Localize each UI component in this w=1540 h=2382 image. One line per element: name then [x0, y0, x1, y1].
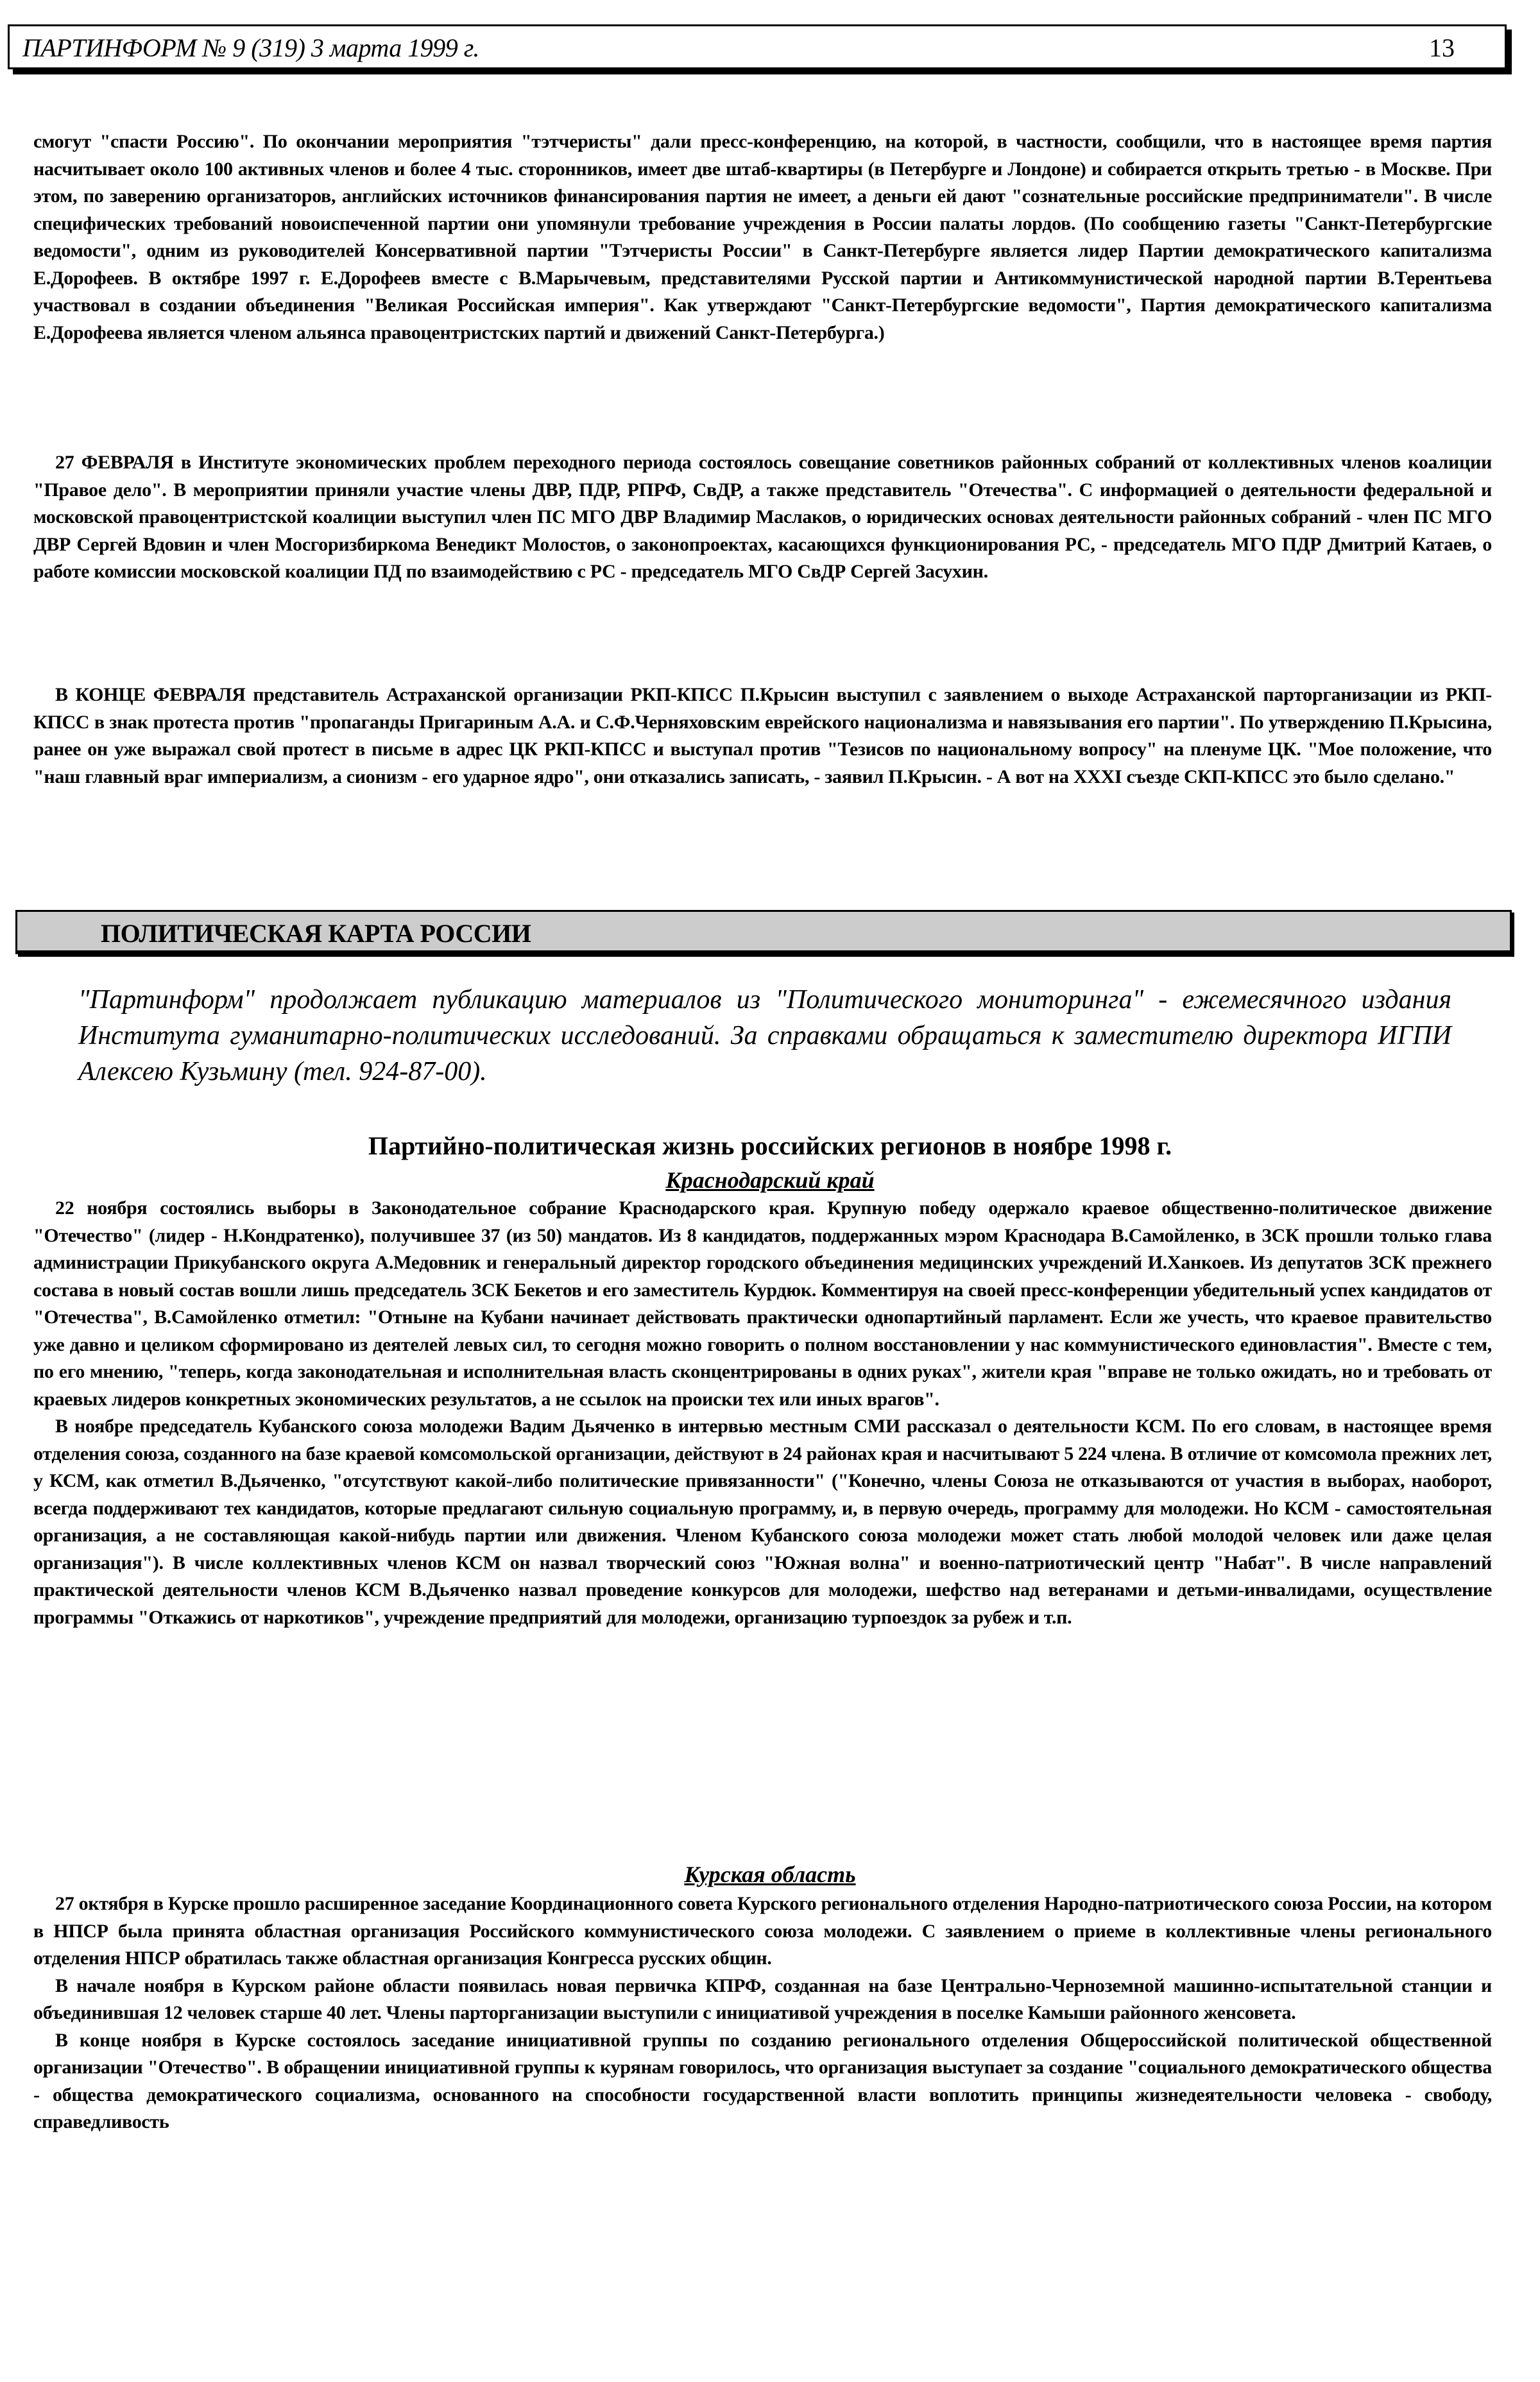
section-banner — [15, 910, 1512, 954]
paragraph: 27 ФЕВРАЛЯ в Институте экономических проблем переходного периода состоялось совещание советников районных собраний от коллективных членов коалиции "Правое дело". В мероприятии приняли участие члены ДВР, ПДР, РПРФ, СвДР, а также представитель "Отечества". С информацией о деятельности федеральной и московской правоцентристской коалиции выступил член ПС МГО ДВР Владимир Маслаков, о юридических основах деятельности районных собраний - член ПС МГО ДВР Сергей Вдовин и член Мосгоризбиркома Венедикт Молостов, о законопроектах, касающихся функционирования РС, - председатель МГО ПДР Дмитрий Катаев, о работе комиссии московской коалиции ПД по взаимодействию с РС - председатель МГО СвДР Сергей Засухин. — [33, 452, 1492, 582]
page-number: 13 — [1429, 33, 1455, 62]
paragraph: 27 октября в Курске прошло расширенное заседание Координационного совета Курского регионального отделения Народно-патриотического союза России, на котором в НПСР была принята областная организация Российского коммунистического союза молодежи. С заявлением о приеме в коллективные члены регионального отделения НПСР обратилась также областная организация Конгресса русских общин. — [33, 1893, 1492, 1969]
paragraph: 22 ноября состоялись выборы в Законодательное собрание Краснодарского края. Крупную победу одержало краевое общественно-политическое движение "Отечество" (лидер - Н.Кондратенко), получившее 37 (из 50) мандатов. Из 8 кандидатов, поддержанных мэром Краснодара В.Самойленко, в ЗСК прошли только глава администрации Прикубанского округа А.Медовник и генеральный директор городского объединения медицинских учреждений И.Ханкоев. Из депутатов ЗСК прежнего состава в новый состав вошли лишь председатель ЗСК Бекетов и его заместитель Курдюк. Комментируя на своей пресс-конференции убедительный успех кандидатов от "Отечества", В.Самойленко отметил: "Отныне на Кубани начинает действовать практически однопартийный парламент. Если же учесть, что краевое правительство уже давно и целиком сформировано из деятелей левых сил, то сегодня можно говорить о полном восстановлении у нас коммунистического единовластия". Вместе с тем, по его мнению, "теперь, когда законодательная и исполнительная власть сконцентрированы в одних руках", жители края "вправе не только ожидать, но и требовать от краевых лидеров конкретных экономических результатов, а не ссылок на происки тех или иных врагов". — [33, 1197, 1492, 1410]
section-title: ПОЛИТИЧЕСКАЯ КАРТА РОССИИ — [101, 919, 531, 948]
publication-title: ПАРТИНФОРМ № 9 (319) 3 марта 1999 г. — [22, 33, 479, 62]
top-paragraph-2 — [33, 449, 1492, 586]
article-title: Партийно-политическая жизнь российских регионов в ноябре 1998 г. — [368, 1131, 1172, 1160]
paragraph: В конце ноября в Курске состоялось заседание инициативной группы по созданию регионального отделения Общероссийской политической общественной организации "Отечество". В обращении инициативной группы к курянам говорилось, что организация выступает за создание "социального демократического общества - общества демократического социализма, основанного на способности государственной власти воплотить принципы жизнедеятельности человека - свободу, справедливость — [33, 2029, 1492, 2132]
intro-note: "Партинформ" продолжает публикацию материалов из "Политического мониторинга" - ежемесячного издания Института гуманитарно-политических исследований. За справками обращаться к заместителю директора ИГПИ Алексею Кузьмину (тел. 924-87-00). — [78, 985, 1451, 1086]
region-krasnodar — [33, 1195, 1492, 1631]
region-kursk — [33, 1890, 1492, 2136]
region-heading-krasnodar: Краснодарский край — [665, 1167, 875, 1193]
top-paragraph-3 — [33, 681, 1492, 791]
page-header — [8, 24, 1507, 69]
paragraph: смогут "спасти Россию". По окончании мероприятия "тэтчеристы" дали пресс-конференцию, на которой, в частности, сообщили, что в настоящее время партия насчитывает около 100 активных членов и более 4 тыс. сторонников, имеет две штаб-квартиры (в Петербурге и Лондоне) и собирается открыть третью - в Москве. При этом, по заверению организаторов, английских источников финансирования партия не имеет, а деньги ей дают "сознательные российские предприниматели". В числе специфических требований новоиспеченной партии они упомянули требование учреждения в России палаты лордов. (По сообщению газеты "Санкт-Петербургские ведомости", одним из руководителей Консервативной партии "Тэтчеристы России" в Санкт-Петербурге является лидер Партии демократического капитализма Е.Дорофеев. В октябре 1997 г. Е.Дорофеев вместе с В.Марычевым, представителями Русской партии и Антикоммунистической народной партии В.Терентьева участвовал в создании объединения "Великая Российская империя". Как утверждают "Санкт-Петербургские ведомости", Партия демократического капитализма Е.Дорофеева является членом альянса правоцентристских партий и движений Санкт-Петербурга.) — [33, 131, 1492, 343]
region-heading-kursk: Курская область — [684, 1862, 856, 1887]
paragraph: В начале ноября в Курском районе области появилась новая первичка КПРФ, созданная на базе Центрально-Черноземной машинно-испытательной станции и объединившая 12 человек старше 40 лет. Члены парторганизации выступили с инициативой учреждения в поселке Камыши районного женсовета. — [33, 1975, 1492, 2023]
paragraph: В КОНЦЕ ФЕВРАЛЯ представитель Астраханской организации РКП-КПСС П.Крысин выступил с заявлением о выходе Астраханской парторганизации из РКП-КПСС в знак протеста против "пропаганды Пригариным А.А. и С.Ф.Черняховским еврейского национализма и навязывания его партии". По утверждению П.Крысина, ранее он уже выражал свой протест в письме в адрес ЦК РКП-КПСС и выступал против "Тезисов по национальному вопросу" на пленуме ЦК. "Мое положение, что "наш главный враг империализм, а сионизм - его ударное ядро", они отказались записать, - заявил П.Крысин. - А вот на XXXI съезде СКП-КПСС это было сделано." — [33, 684, 1492, 787]
top-paragraph-1 — [33, 128, 1492, 347]
paragraph: В ноябре председатель Кубанского союза молодежи Вадим Дьяченко в интервью местным СМИ рассказал о деятельности КСМ. По его словам, в настоящее время отделения союза, созданного на базе краевой комсомольской организации, действуют в 24 районах края и насчитывают 5 224 члена. В отличие от комсомола прежних лет, у КСМ, как отметил В.Дьяченко, "отсутствуют какой-либо политические привязанности" ("Конечно, члены Союза не отказываются от участия в выборах, наоборот, всегда поддерживают тех кандидатов, которые предлагают сильную социальную программу, и, в первую очередь, программу для молодежи. Но КСМ - самостоятельная организация, а не составляющая какой-нибудь партии или движения. Членом Кубанского союза молодежи может стать любой молодой человек или даже целая организация"). В числе коллективных членов КСМ он назвал творческий союз "Южная волна" и военно-патриотический центр "Набат". В числе направлений практической деятельности членов КСМ В.Дьяченко назвал проведение конкурсов для молодежи, шефство над ветеранами и детьми-инвалидами, осуществление программы "Откажись от наркотиков", учреждение предприятий для молодежи, организацию турпоездок за рубеж и т.п. — [33, 1416, 1492, 1628]
